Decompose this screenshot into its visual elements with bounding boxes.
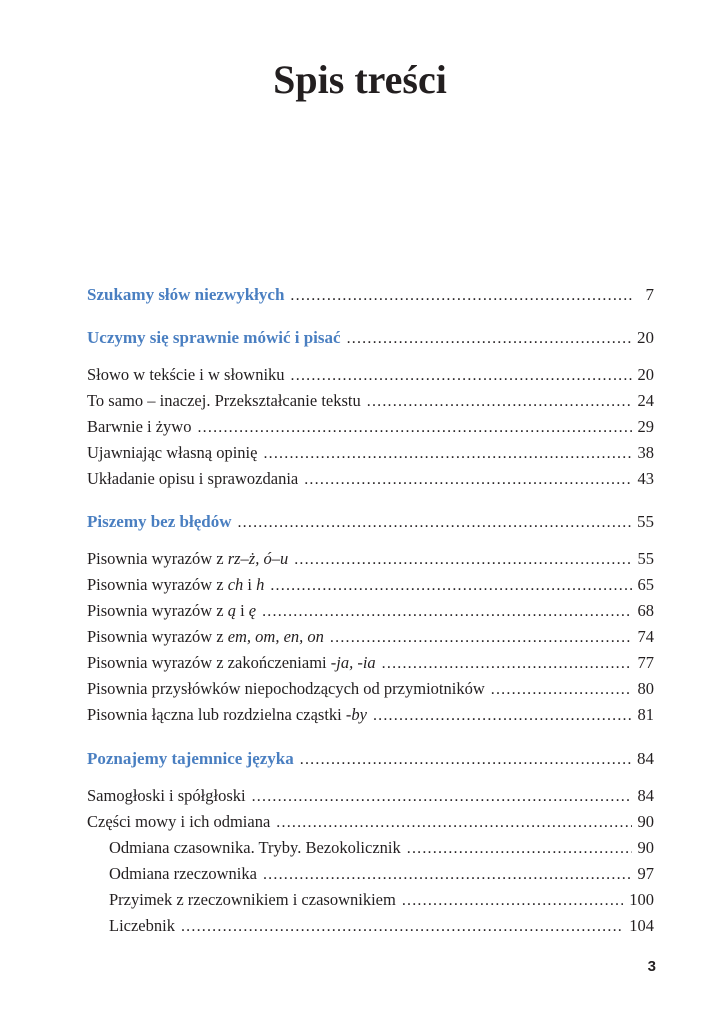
- leader-dots: [330, 628, 632, 648]
- toc-page-number: 65: [637, 575, 654, 594]
- toc-page-number: 84: [637, 786, 654, 805]
- leader-dots: [263, 865, 632, 885]
- toc-section[interactable]: [87, 512, 654, 533]
- toc-entry-title: Pisownia wyrazów z rz–ż, ó–u: [87, 549, 289, 568]
- toc-subentry[interactable]: [109, 838, 654, 859]
- toc-entry-title: Barwnie i żywo: [87, 417, 192, 436]
- toc-entry-title: Części mowy i ich odmiana: [87, 812, 271, 831]
- toc-entry[interactable]: [87, 365, 654, 386]
- toc-entry[interactable]: [87, 812, 654, 833]
- toc-entry-title: Ujawniając własną opinię: [87, 443, 258, 462]
- leader-dots: [382, 654, 632, 674]
- toc-page-number: 100: [629, 890, 654, 909]
- toc-page-number: 24: [637, 391, 654, 410]
- toc-entry-title: Pisownia wyrazów z ą i ę: [87, 601, 257, 620]
- toc-entry-title: Odmiana czasownika. Tryby. Bezokolicznik: [109, 838, 401, 857]
- toc-section[interactable]: [87, 749, 654, 770]
- toc-entry-title: Pisownia wyrazów z em, om, en, on: [87, 627, 324, 646]
- toc-subentry[interactable]: [109, 864, 654, 885]
- leader-dots: [197, 418, 631, 438]
- leader-dots: [276, 813, 631, 833]
- toc-entry-title: Samogłoski i spółgłoski: [87, 786, 246, 805]
- toc-page-number: 74: [637, 627, 654, 646]
- toc-page-number: 90: [637, 838, 654, 857]
- toc-entry[interactable]: [87, 417, 654, 438]
- toc-entry-title: Słowo w tekście i w słowniku: [87, 365, 285, 384]
- toc-section-title: Piszemy bez błędów: [87, 512, 232, 531]
- toc-subentry[interactable]: [109, 890, 654, 911]
- toc-section-title: Poznajemy tajemnice języka: [87, 749, 294, 768]
- toc-entry[interactable]: [87, 786, 654, 807]
- leader-dots: [262, 602, 631, 622]
- leader-dots: [373, 706, 632, 726]
- leader-dots: [291, 366, 632, 386]
- toc-entry-title: Pisownia przysłówków niepochodzących od przymiotników: [87, 679, 485, 698]
- toc-page-number: 97: [637, 864, 654, 883]
- toc-page-number: 43: [637, 469, 654, 488]
- toc-entry[interactable]: [87, 705, 654, 726]
- toc-page-number: 55: [637, 549, 654, 568]
- toc-entry-title: Pisownia łączna lub rozdzielna cząstki -by: [87, 705, 367, 724]
- leader-dots: [491, 680, 632, 700]
- toc-entry[interactable]: [87, 627, 654, 648]
- toc-page-number: 20: [637, 365, 654, 384]
- toc-page-number: 90: [637, 812, 654, 831]
- toc-subentry[interactable]: [109, 916, 654, 937]
- toc-page-number: 20: [637, 328, 654, 347]
- toc-entry[interactable]: [87, 469, 654, 490]
- toc-page-number: 84: [637, 749, 654, 768]
- toc-page-number: 68: [637, 601, 654, 620]
- toc-entry[interactable]: [87, 443, 654, 464]
- toc-entry-title: Pisownia wyrazów z zakończeniami -ja, -ia: [87, 653, 376, 672]
- leader-dots: [270, 576, 631, 596]
- page-title: Spis treści: [273, 57, 447, 102]
- toc-entry-title: Przyimek z rzeczownikiem i czasownikiem: [109, 890, 396, 909]
- toc-page-number: 81: [637, 705, 654, 724]
- toc-entry[interactable]: [87, 391, 654, 412]
- toc-entry-title: Odmiana rzeczownika: [109, 864, 257, 883]
- toc-entry[interactable]: [87, 575, 654, 596]
- toc-page-number: 104: [629, 916, 654, 935]
- leader-dots: [347, 329, 631, 349]
- toc-page-number: 77: [637, 653, 654, 672]
- toc-entry-title: Liczebnik: [109, 916, 175, 935]
- leader-dots: [304, 470, 631, 490]
- toc-entry-title: Pisownia wyrazów z ch i h: [87, 575, 265, 594]
- leader-dots: [402, 891, 623, 911]
- toc-entry-title: To samo – inaczej. Przekształcanie tekstu: [87, 391, 361, 410]
- toc-entry[interactable]: [87, 679, 654, 700]
- toc-section-title: Szukamy słów niezwykłych: [87, 285, 285, 304]
- toc-entry[interactable]: [87, 549, 654, 570]
- toc-entry-title: Układanie opisu i sprawozdania: [87, 469, 299, 488]
- toc-page-number: 7: [645, 285, 654, 304]
- toc-page-number: 80: [637, 679, 654, 698]
- leader-dots: [181, 917, 623, 937]
- leader-dots: [252, 787, 632, 807]
- leader-dots: [263, 444, 631, 464]
- leader-dots: [294, 550, 631, 570]
- page-number: 3: [647, 958, 656, 975]
- toc-section[interactable]: [87, 328, 654, 349]
- toc-entry[interactable]: [87, 601, 654, 622]
- toc-section[interactable]: [87, 285, 654, 306]
- toc-page-number: 38: [637, 443, 654, 462]
- leader-dots: [407, 839, 632, 859]
- toc-section-title: Uczymy się sprawnie mówić i pisać: [87, 328, 341, 347]
- toc-page-number: 55: [637, 512, 654, 531]
- toc-entry[interactable]: [87, 653, 654, 674]
- toc-page-number: 29: [637, 417, 654, 436]
- leader-dots: [300, 750, 631, 770]
- leader-dots: [290, 286, 634, 306]
- leader-dots: [237, 513, 631, 533]
- leader-dots: [367, 392, 632, 412]
